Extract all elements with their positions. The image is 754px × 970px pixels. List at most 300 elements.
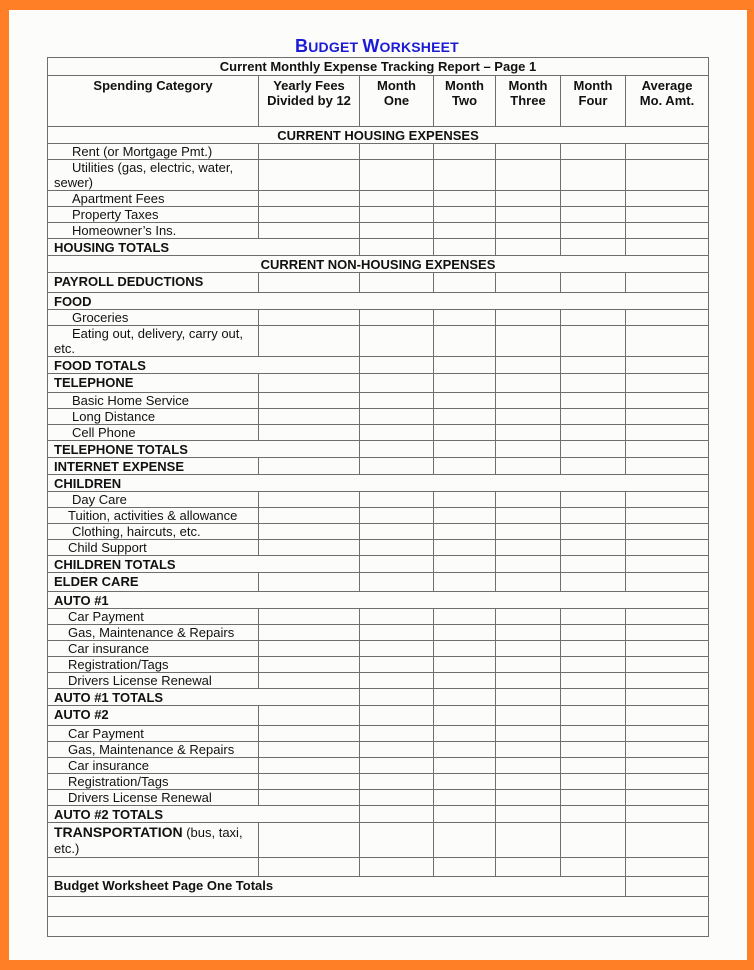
cell-yearly[interactable]	[259, 326, 360, 357]
cell-month-one[interactable]	[360, 706, 434, 726]
cell-average[interactable]	[626, 540, 709, 556]
cell-month-four[interactable]	[561, 625, 626, 641]
table-row	[48, 573, 709, 592]
cell-yearly[interactable]	[259, 425, 360, 441]
cell-yearly[interactable]	[259, 524, 360, 540]
cell-average[interactable]	[626, 441, 709, 458]
cell-average[interactable]	[626, 625, 709, 641]
cell-yearly[interactable]	[259, 207, 360, 223]
cell-month-three[interactable]	[496, 657, 561, 673]
cell-yearly[interactable]	[259, 726, 360, 742]
cell-month-three[interactable]	[496, 458, 561, 475]
cell-month-one[interactable]	[360, 726, 434, 742]
cell-month-three[interactable]	[496, 393, 561, 409]
cell-average[interactable]	[626, 458, 709, 475]
cell-average[interactable]	[626, 673, 709, 689]
row-label-auto2-license: Drivers License Renewal	[48, 790, 259, 806]
cell-average[interactable]	[626, 806, 709, 823]
row-label-utilities: Utilities (gas, electric, water, sewer)	[48, 160, 259, 191]
cell-month-one[interactable]	[360, 573, 434, 592]
section-header-row	[48, 127, 709, 144]
cell-month-three[interactable]	[496, 790, 561, 806]
cell-month-three[interactable]	[496, 441, 561, 458]
cell-yearly[interactable]	[259, 823, 360, 858]
category-header-row	[48, 475, 709, 492]
cell-month-three[interactable]	[496, 492, 561, 508]
cell-month-two[interactable]	[434, 689, 496, 706]
row-label-homeowners-ins: Homeowner’s Ins.	[48, 223, 259, 239]
cell-month-four[interactable]	[561, 425, 626, 441]
cell-average[interactable]	[626, 207, 709, 223]
cell-month-four[interactable]	[561, 657, 626, 673]
row-label-cell-phone: Cell Phone	[48, 425, 259, 441]
cell-month-four[interactable]	[561, 524, 626, 540]
cell-month-four[interactable]	[561, 556, 626, 573]
cell-month-three[interactable]	[496, 508, 561, 524]
cell-month-three[interactable]	[496, 425, 561, 441]
cell-month-one[interactable]	[360, 758, 434, 774]
cell-month-one[interactable]	[360, 425, 434, 441]
table-row	[48, 409, 709, 425]
cell-average[interactable]	[626, 556, 709, 573]
cell-month-four[interactable]	[561, 207, 626, 223]
cell-yearly[interactable]	[259, 858, 360, 877]
cell-month-four[interactable]	[561, 223, 626, 239]
column-header-row	[48, 76, 709, 127]
cell-month-three[interactable]	[496, 673, 561, 689]
cell-month-four[interactable]	[561, 160, 626, 191]
cell-month-three[interactable]	[496, 556, 561, 573]
cell-month-four[interactable]	[561, 492, 626, 508]
cell-average[interactable]	[626, 573, 709, 592]
cell-average[interactable]	[626, 706, 709, 726]
cell-month-three[interactable]	[496, 273, 561, 293]
cell-month-three[interactable]	[496, 573, 561, 592]
cell-month-three[interactable]	[496, 540, 561, 556]
cell-month-one[interactable]	[360, 239, 434, 256]
cell-average[interactable]	[626, 726, 709, 742]
cell-month-two[interactable]	[434, 625, 496, 641]
blank-cell[interactable]	[48, 897, 709, 917]
cell-average[interactable]	[626, 609, 709, 625]
cell-month-one[interactable]	[360, 774, 434, 790]
cell-month-one[interactable]	[360, 191, 434, 207]
cell-month-three[interactable]	[496, 806, 561, 823]
cell-month-one[interactable]	[360, 641, 434, 657]
cell-month-three[interactable]	[496, 726, 561, 742]
cell-yearly[interactable]	[259, 657, 360, 673]
cell-month-one[interactable]	[360, 357, 434, 374]
cell-month-three[interactable]	[496, 207, 561, 223]
cell-average[interactable]	[626, 742, 709, 758]
cell-month-one[interactable]	[360, 223, 434, 239]
table-row	[48, 742, 709, 758]
cell-month-three[interactable]	[496, 524, 561, 540]
cell-yearly[interactable]	[259, 191, 360, 207]
cell-month-four[interactable]	[561, 191, 626, 207]
cell-month-three[interactable]	[496, 858, 561, 877]
children-totals-label: CHILDREN TOTALS	[48, 556, 360, 573]
cell-month-two[interactable]	[434, 374, 496, 393]
table-row	[48, 191, 709, 207]
cell-month-three[interactable]	[496, 625, 561, 641]
row-label-child-support: Child Support	[48, 540, 259, 556]
food-totals-label: FOOD TOTALS	[48, 357, 360, 374]
cell-month-four[interactable]	[561, 273, 626, 293]
row-label-long-distance: Long Distance	[48, 409, 259, 425]
cell-month-one[interactable]	[360, 689, 434, 706]
cell-yearly[interactable]	[259, 609, 360, 625]
cell-yearly[interactable]	[259, 625, 360, 641]
cell-average[interactable]	[626, 689, 709, 706]
cell-month-three[interactable]	[496, 706, 561, 726]
cell-average[interactable]	[626, 326, 709, 357]
row-label-auto2-car-payment: Car Payment	[48, 726, 259, 742]
row-label-auto1-gas: Gas, Maintenance & Repairs	[48, 625, 259, 641]
cell-month-four[interactable]	[561, 806, 626, 823]
cell-month-four[interactable]	[561, 458, 626, 475]
cell-month-four[interactable]	[561, 573, 626, 592]
cell-month-one[interactable]	[360, 326, 434, 357]
cell-month-three[interactable]	[496, 742, 561, 758]
cell-yearly[interactable]	[259, 223, 360, 239]
table-row	[48, 508, 709, 524]
cell-month-one[interactable]	[360, 609, 434, 625]
cell-month-one[interactable]	[360, 207, 434, 223]
cell-month-four[interactable]	[561, 374, 626, 393]
cell-average[interactable]	[626, 374, 709, 393]
cell-average[interactable]	[626, 310, 709, 326]
cell-month-two[interactable]	[434, 742, 496, 758]
cell-yearly[interactable]	[259, 673, 360, 689]
cell-month-two[interactable]	[434, 726, 496, 742]
cell-yearly[interactable]	[259, 160, 360, 191]
row-label-auto1-insurance: Car insurance	[48, 641, 259, 657]
table-row	[48, 706, 709, 726]
table-row	[48, 310, 709, 326]
section-non-housing: CURRENT NON-HOUSING EXPENSES	[48, 256, 709, 273]
category-auto-1: AUTO #1	[48, 592, 709, 609]
cell-month-three[interactable]	[496, 223, 561, 239]
cell-month-two[interactable]	[434, 441, 496, 458]
report-title: Current Monthly Expense Tracking Report – Page 1	[48, 58, 709, 76]
blank-row	[48, 897, 709, 917]
row-label-rent: Rent (or Mortgage Pmt.)	[48, 144, 259, 160]
cell-month-four[interactable]	[561, 858, 626, 877]
cell-average[interactable]	[626, 790, 709, 806]
table-row	[48, 374, 709, 393]
category-children: CHILDREN	[48, 475, 709, 492]
cell-month-four[interactable]	[561, 144, 626, 160]
cell-average[interactable]	[626, 144, 709, 160]
cell-month-two[interactable]	[434, 409, 496, 425]
cell-month-three[interactable]	[496, 823, 561, 858]
table-row	[48, 625, 709, 641]
cell-average[interactable]	[626, 641, 709, 657]
cell-month-two[interactable]	[434, 425, 496, 441]
cell-month-four[interactable]	[561, 790, 626, 806]
row-label-groceries: Groceries	[48, 310, 259, 326]
row-label-eating-out: Eating out, delivery, carry out, etc.	[48, 326, 259, 357]
cell-month-two[interactable]	[434, 191, 496, 207]
cell-average[interactable]	[626, 357, 709, 374]
row-label-auto-2: AUTO #2	[48, 706, 259, 726]
cell-month-one[interactable]	[360, 790, 434, 806]
cell-month-two[interactable]	[434, 144, 496, 160]
cell-month-four[interactable]	[561, 641, 626, 657]
cell-month-one[interactable]	[360, 524, 434, 540]
blank-cell[interactable]	[48, 917, 709, 937]
cell-average[interactable]	[626, 508, 709, 524]
cell-average[interactable]	[626, 758, 709, 774]
cell-month-four[interactable]	[561, 823, 626, 858]
cell-yearly[interactable]	[259, 540, 360, 556]
cell-month-two[interactable]	[434, 641, 496, 657]
cell-yearly[interactable]	[259, 774, 360, 790]
cell-month-one[interactable]	[360, 823, 434, 858]
cell-category[interactable]	[48, 858, 259, 877]
cell-month-three[interactable]	[496, 758, 561, 774]
row-label-elder-care: ELDER CARE	[48, 573, 259, 592]
cell-yearly[interactable]	[259, 706, 360, 726]
table-row	[48, 144, 709, 160]
table-row	[48, 657, 709, 673]
cell-yearly[interactable]	[259, 144, 360, 160]
title-part-1: UDGET	[308, 39, 363, 55]
cell-month-three[interactable]	[496, 239, 561, 256]
table-row	[48, 609, 709, 625]
col-average: Average Mo. Amt.	[626, 76, 709, 127]
cell-month-two[interactable]	[434, 573, 496, 592]
cell-average[interactable]	[626, 774, 709, 790]
blank-row	[48, 917, 709, 937]
cell-yearly[interactable]	[259, 508, 360, 524]
row-label-day-care: Day Care	[48, 492, 259, 508]
cell-month-one[interactable]	[360, 273, 434, 293]
cell-month-four[interactable]	[561, 540, 626, 556]
row-label-clothing: Clothing, haircuts, etc.	[48, 524, 259, 540]
cell-month-two[interactable]	[434, 673, 496, 689]
col-month-three: Month Three	[496, 76, 561, 127]
cell-month-one[interactable]	[360, 409, 434, 425]
cell-month-four[interactable]	[561, 742, 626, 758]
table-row	[48, 823, 709, 858]
cell-month-four[interactable]	[561, 774, 626, 790]
col-month-two: Month Two	[434, 76, 496, 127]
cell-month-two[interactable]	[434, 806, 496, 823]
cell-month-two[interactable]	[434, 239, 496, 256]
cell-month-two[interactable]	[434, 458, 496, 475]
cell-yearly[interactable]	[259, 641, 360, 657]
cell-month-four[interactable]	[561, 393, 626, 409]
cell-month-one[interactable]	[360, 508, 434, 524]
cell-month-two[interactable]	[434, 223, 496, 239]
cell-month-one[interactable]	[360, 374, 434, 393]
cell-month-four[interactable]	[561, 409, 626, 425]
cell-average[interactable]	[626, 239, 709, 256]
cell-average[interactable]	[626, 858, 709, 877]
cell-month-four[interactable]	[561, 326, 626, 357]
cell-month-two[interactable]	[434, 393, 496, 409]
cell-month-one[interactable]	[360, 657, 434, 673]
row-label-auto1-registration: Registration/Tags	[48, 657, 259, 673]
title-initial-w: W	[362, 36, 380, 56]
cell-yearly[interactable]	[259, 790, 360, 806]
cell-month-one[interactable]	[360, 492, 434, 508]
cell-month-four[interactable]	[561, 508, 626, 524]
cell-yearly[interactable]	[259, 492, 360, 508]
table-row	[48, 726, 709, 742]
table-row	[48, 223, 709, 239]
table-row	[48, 492, 709, 508]
cell-month-three[interactable]	[496, 326, 561, 357]
cell-month-four[interactable]	[561, 239, 626, 256]
cell-month-one[interactable]	[360, 858, 434, 877]
cell-month-one[interactable]	[360, 806, 434, 823]
totals-row	[48, 441, 709, 458]
cell-month-three[interactable]	[496, 144, 561, 160]
cell-month-three[interactable]	[496, 160, 561, 191]
cell-month-four[interactable]	[561, 706, 626, 726]
cell-month-two[interactable]	[434, 609, 496, 625]
cell-month-four[interactable]	[561, 758, 626, 774]
cell-average[interactable]	[626, 409, 709, 425]
row-label-auto1-license: Drivers License Renewal	[48, 673, 259, 689]
cell-month-two[interactable]	[434, 160, 496, 191]
cell-yearly[interactable]	[259, 458, 360, 475]
cell-average[interactable]	[626, 657, 709, 673]
cell-average[interactable]	[626, 425, 709, 441]
cell-average[interactable]	[626, 524, 709, 540]
cell-month-two[interactable]	[434, 556, 496, 573]
table-row	[48, 641, 709, 657]
auto1-totals-label: AUTO #1 TOTALS	[48, 689, 360, 706]
cell-average[interactable]	[626, 160, 709, 191]
cell-average[interactable]	[626, 492, 709, 508]
cell-month-three[interactable]	[496, 310, 561, 326]
category-header-row	[48, 293, 709, 310]
cell-month-two[interactable]	[434, 273, 496, 293]
cell-average[interactable]	[626, 393, 709, 409]
table-row	[48, 540, 709, 556]
cell-month-two[interactable]	[434, 326, 496, 357]
cell-month-two[interactable]	[434, 858, 496, 877]
cell-average[interactable]	[626, 223, 709, 239]
totals-row	[48, 357, 709, 374]
cell-month-two[interactable]	[434, 524, 496, 540]
table-row	[48, 425, 709, 441]
report-title-row	[48, 58, 709, 76]
totals-row	[48, 556, 709, 573]
col-yearly-fees: Yearly Fees Divided by 12	[259, 76, 360, 127]
cell-month-one[interactable]	[360, 393, 434, 409]
cell-yearly[interactable]	[259, 310, 360, 326]
auto2-totals-label: AUTO #2 TOTALS	[48, 806, 360, 823]
cell-month-two[interactable]	[434, 310, 496, 326]
cell-month-one[interactable]	[360, 144, 434, 160]
cell-yearly[interactable]	[259, 573, 360, 592]
cell-month-two[interactable]	[434, 790, 496, 806]
transportation-note: (bus, taxi, etc.)	[54, 825, 243, 856]
cell-yearly[interactable]	[259, 758, 360, 774]
table-row	[48, 207, 709, 223]
page-title	[0, 36, 754, 57]
cell-average[interactable]	[626, 877, 709, 897]
table-row	[48, 160, 709, 191]
cell-month-one[interactable]	[360, 310, 434, 326]
cell-month-three[interactable]	[496, 689, 561, 706]
table-row	[48, 524, 709, 540]
cell-month-two[interactable]	[434, 774, 496, 790]
cell-month-four[interactable]	[561, 689, 626, 706]
cell-yearly[interactable]	[259, 273, 360, 293]
cell-month-three[interactable]	[496, 374, 561, 393]
cell-month-four[interactable]	[561, 726, 626, 742]
section-header-row	[48, 256, 709, 273]
budget-table	[47, 57, 709, 937]
category-header-row	[48, 592, 709, 609]
cell-month-four[interactable]	[561, 609, 626, 625]
cell-month-three[interactable]	[496, 641, 561, 657]
cell-month-three[interactable]	[496, 191, 561, 207]
cell-month-two[interactable]	[434, 823, 496, 858]
table-row	[48, 758, 709, 774]
cell-month-four[interactable]	[561, 673, 626, 689]
row-label-telephone: TELEPHONE	[48, 374, 259, 393]
cell-month-four[interactable]	[561, 357, 626, 374]
cell-month-two[interactable]	[434, 357, 496, 374]
cell-month-three[interactable]	[496, 357, 561, 374]
cell-yearly[interactable]	[259, 374, 360, 393]
cell-month-one[interactable]	[360, 458, 434, 475]
grand-totals-row	[48, 877, 709, 897]
cell-month-one[interactable]	[360, 742, 434, 758]
table-row	[48, 393, 709, 409]
cell-month-two[interactable]	[434, 207, 496, 223]
cell-month-four[interactable]	[561, 310, 626, 326]
cell-average[interactable]	[626, 191, 709, 207]
cell-month-one[interactable]	[360, 556, 434, 573]
cell-month-one[interactable]	[360, 673, 434, 689]
cell-average[interactable]	[626, 273, 709, 293]
cell-month-two[interactable]	[434, 706, 496, 726]
cell-average[interactable]	[626, 823, 709, 858]
category-food: FOOD	[48, 293, 709, 310]
cell-month-one[interactable]	[360, 625, 434, 641]
cell-month-two[interactable]	[434, 657, 496, 673]
cell-month-one[interactable]	[360, 540, 434, 556]
cell-month-two[interactable]	[434, 758, 496, 774]
cell-month-four[interactable]	[561, 441, 626, 458]
cell-month-two[interactable]	[434, 492, 496, 508]
cell-month-three[interactable]	[496, 409, 561, 425]
totals-row	[48, 806, 709, 823]
cell-yearly[interactable]	[259, 742, 360, 758]
cell-yearly[interactable]	[259, 409, 360, 425]
cell-yearly[interactable]	[259, 393, 360, 409]
cell-month-two[interactable]	[434, 540, 496, 556]
table-row	[48, 273, 709, 293]
row-label-basic-home-service: Basic Home Service	[48, 393, 259, 409]
cell-month-three[interactable]	[496, 774, 561, 790]
row-label-property-taxes: Property Taxes	[48, 207, 259, 223]
cell-month-one[interactable]	[360, 441, 434, 458]
transportation-label: TRANSPORTATION	[54, 824, 183, 840]
cell-month-three[interactable]	[496, 609, 561, 625]
cell-month-two[interactable]	[434, 508, 496, 524]
cell-month-one[interactable]	[360, 160, 434, 191]
section-housing: CURRENT HOUSING EXPENSES	[48, 127, 709, 144]
